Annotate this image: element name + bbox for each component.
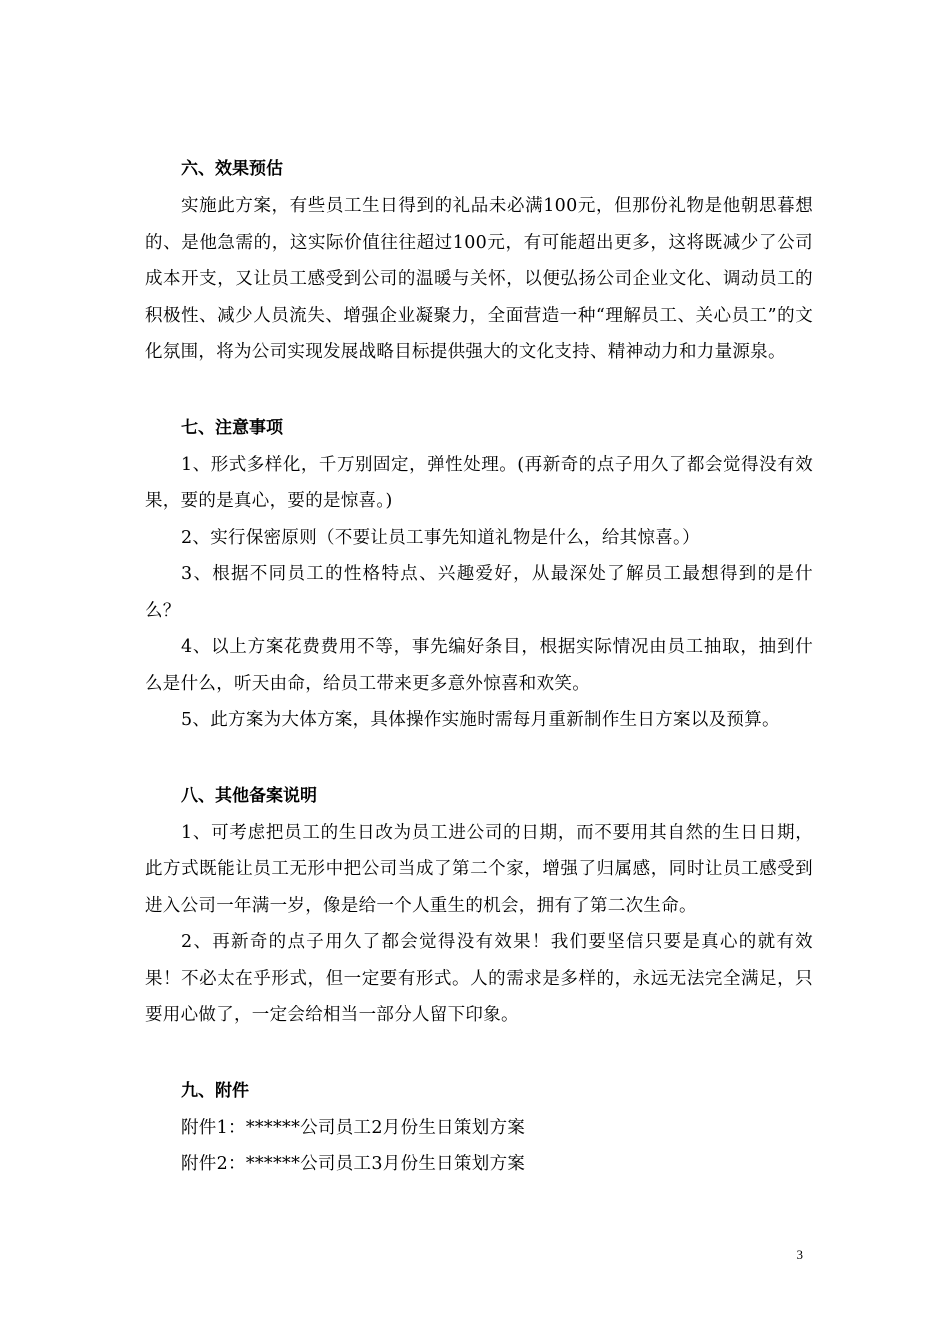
page-number: 3 bbox=[796, 1247, 803, 1262]
section-heading: 九、附件 bbox=[181, 1080, 249, 1101]
section-other-notes bbox=[145, 777, 813, 1034]
paragraph: 实施此方案，有些员工生日得到的礼品未必满100元，但那份礼物是他朝思暮想的、是他急需的，这实际价值往往超过100元，有可能超出更多，这将既减少了公司成本开支，又让员工感受到公司的温暖与关怀，以便弘扬公司企业文化、调动员工的积极性、减少人员流失、增强企业凝聚力，全面营造一种“理解员工、关心员工”的文化氛围，将为公司实现发展战略目标提供强大的文化支持、精神动力和力量源泉。 bbox=[145, 196, 813, 362]
section-heading: 七、注意事项 bbox=[181, 417, 283, 438]
attachment-item: 附件2：******公司员工3月份生日策划方案 bbox=[181, 1154, 526, 1174]
paragraph: 1、可考虑把员工的生日改为员工进公司的日期，而不要用其自然的生日日期，此方式既能让员工无形中把公司当成了第二个家，增强了归属感，同时让员工感受到进入公司一年满一岁，像是给一个人重生的机会，拥有了第二次生命。 bbox=[145, 822, 813, 916]
paragraph: 5、此方案为大体方案，具体操作实施时需每月重新制作生日方案以及预算。 bbox=[181, 710, 780, 730]
section-attachments bbox=[145, 1072, 813, 1183]
paragraph: 2、实行保密原则（不要让员工事先知道礼物是什么，给其惊喜。） bbox=[181, 527, 700, 548]
section-notes bbox=[145, 409, 813, 739]
section-heading: 六、效果预估 bbox=[181, 159, 283, 179]
attachment-item: 附件1：******公司员工2月份生日策划方案 bbox=[181, 1117, 526, 1138]
section-heading: 八、其他备案说明 bbox=[181, 785, 317, 806]
paragraph: 3、根据不同员工的性格特点、兴趣爱好，从最深处了解员工最想得到的是什么？ bbox=[145, 564, 813, 621]
section-effect-estimate bbox=[145, 150, 813, 371]
paragraph: 1、形式多样化，千万别固定，弹性处理。(再新奇的点子用久了都会觉得没有效果，要的是真心，要的是惊喜。) bbox=[145, 454, 813, 511]
document-page bbox=[145, 150, 813, 1221]
paragraph: 2、再新奇的点子用久了都会觉得没有效果！我们要坚信只要是真心的就有效果！不必太在乎形式，但一定要有形式。人的需求是多样的，永远无法完全满足，只要用心做了，一定会给相当一部分人留下印象。 bbox=[145, 932, 813, 1025]
paragraph: 4、以上方案花费费用不等，事先编好条目，根据实际情况由员工抽取，抽到什么是什么，听天由命，给员工带来更多意外惊喜和欢笑。 bbox=[145, 637, 813, 694]
